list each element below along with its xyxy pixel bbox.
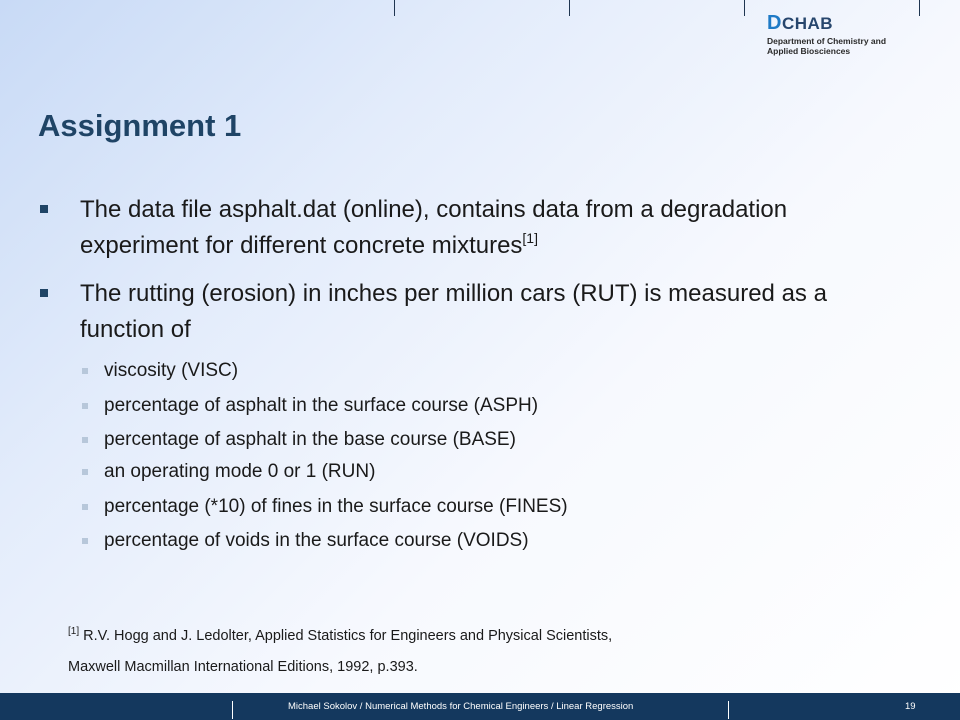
page-number: 19: [905, 701, 916, 712]
slide-title: Assignment 1: [38, 108, 242, 143]
footer-separator: [232, 701, 233, 719]
sub-bullet-text: percentage of asphalt in the surface course (ASPH): [104, 395, 539, 416]
bullet-item: [40, 192, 880, 264]
sub-bullet-square-icon: [82, 368, 88, 374]
header-tick-4: [919, 0, 920, 16]
logo-mark-d: D: [767, 12, 782, 34]
reference-line-1: [68, 628, 612, 644]
bullet-text: The rutting (erosion) in inches per million cars (RUT) is measured as a function of: [80, 280, 827, 343]
header-tick-1: [394, 0, 395, 16]
reference-text-1: R.V. Hogg and J. Ledolter, Applied Statistics for Engineers and Physical Scientists,: [83, 628, 613, 644]
bullet-square-icon: [40, 205, 48, 213]
dchab-logo: [767, 14, 886, 56]
footer-separator: [728, 701, 729, 719]
bullet-square-icon: [40, 289, 48, 297]
sub-bullet-square-icon: [82, 538, 88, 544]
sub-bullet-item: [82, 358, 238, 384]
header-tick-2: [569, 0, 570, 16]
logo-mark: [767, 14, 886, 33]
sub-bullet-item: [82, 459, 375, 485]
sub-bullet-square-icon: [82, 437, 88, 443]
sub-bullet-item: [82, 393, 538, 419]
sub-bullet-text: percentage of voids in the surface course (VOIDS): [104, 530, 529, 551]
footer-text: Michael Sokolov / Numerical Methods for Chemical Engineers / Linear Regression: [288, 701, 634, 712]
logo-department-line2: Applied Biosciences: [767, 46, 851, 56]
bullet-item: [40, 276, 880, 348]
sub-bullet-square-icon: [82, 504, 88, 510]
logo-department: [767, 36, 886, 56]
reference-text-2: Maxwell Macmillan International Editions, 1992, p.393.: [68, 659, 418, 675]
sub-bullet-item: [82, 528, 529, 554]
logo-department-line1: Department of Chemistry and: [767, 36, 887, 46]
reference-marker: [1]: [68, 626, 80, 637]
bullet-text: The data file asphalt.dat (online), contains data from a degradation experiment for different concrete mixtures: [80, 196, 788, 259]
sub-bullet-text: percentage (*10) of fines in the surface course (FINES): [104, 496, 568, 517]
sub-bullet-text: percentage of asphalt in the base course (BASE): [104, 429, 516, 450]
sub-bullet-item: [82, 494, 568, 520]
citation-marker: [1]: [522, 230, 538, 246]
sub-bullet-square-icon: [82, 403, 88, 409]
sub-bullet-text: an operating mode 0 or 1 (RUN): [104, 461, 376, 482]
logo-mark-text: CHAB: [781, 14, 834, 33]
footer-bar: [0, 693, 960, 720]
sub-bullet-item: [82, 427, 516, 453]
sub-bullet-square-icon: [82, 469, 88, 475]
header-tick-3: [744, 0, 745, 16]
sub-bullet-text: viscosity (VISC): [104, 360, 239, 381]
reference-line-2: [68, 659, 418, 675]
